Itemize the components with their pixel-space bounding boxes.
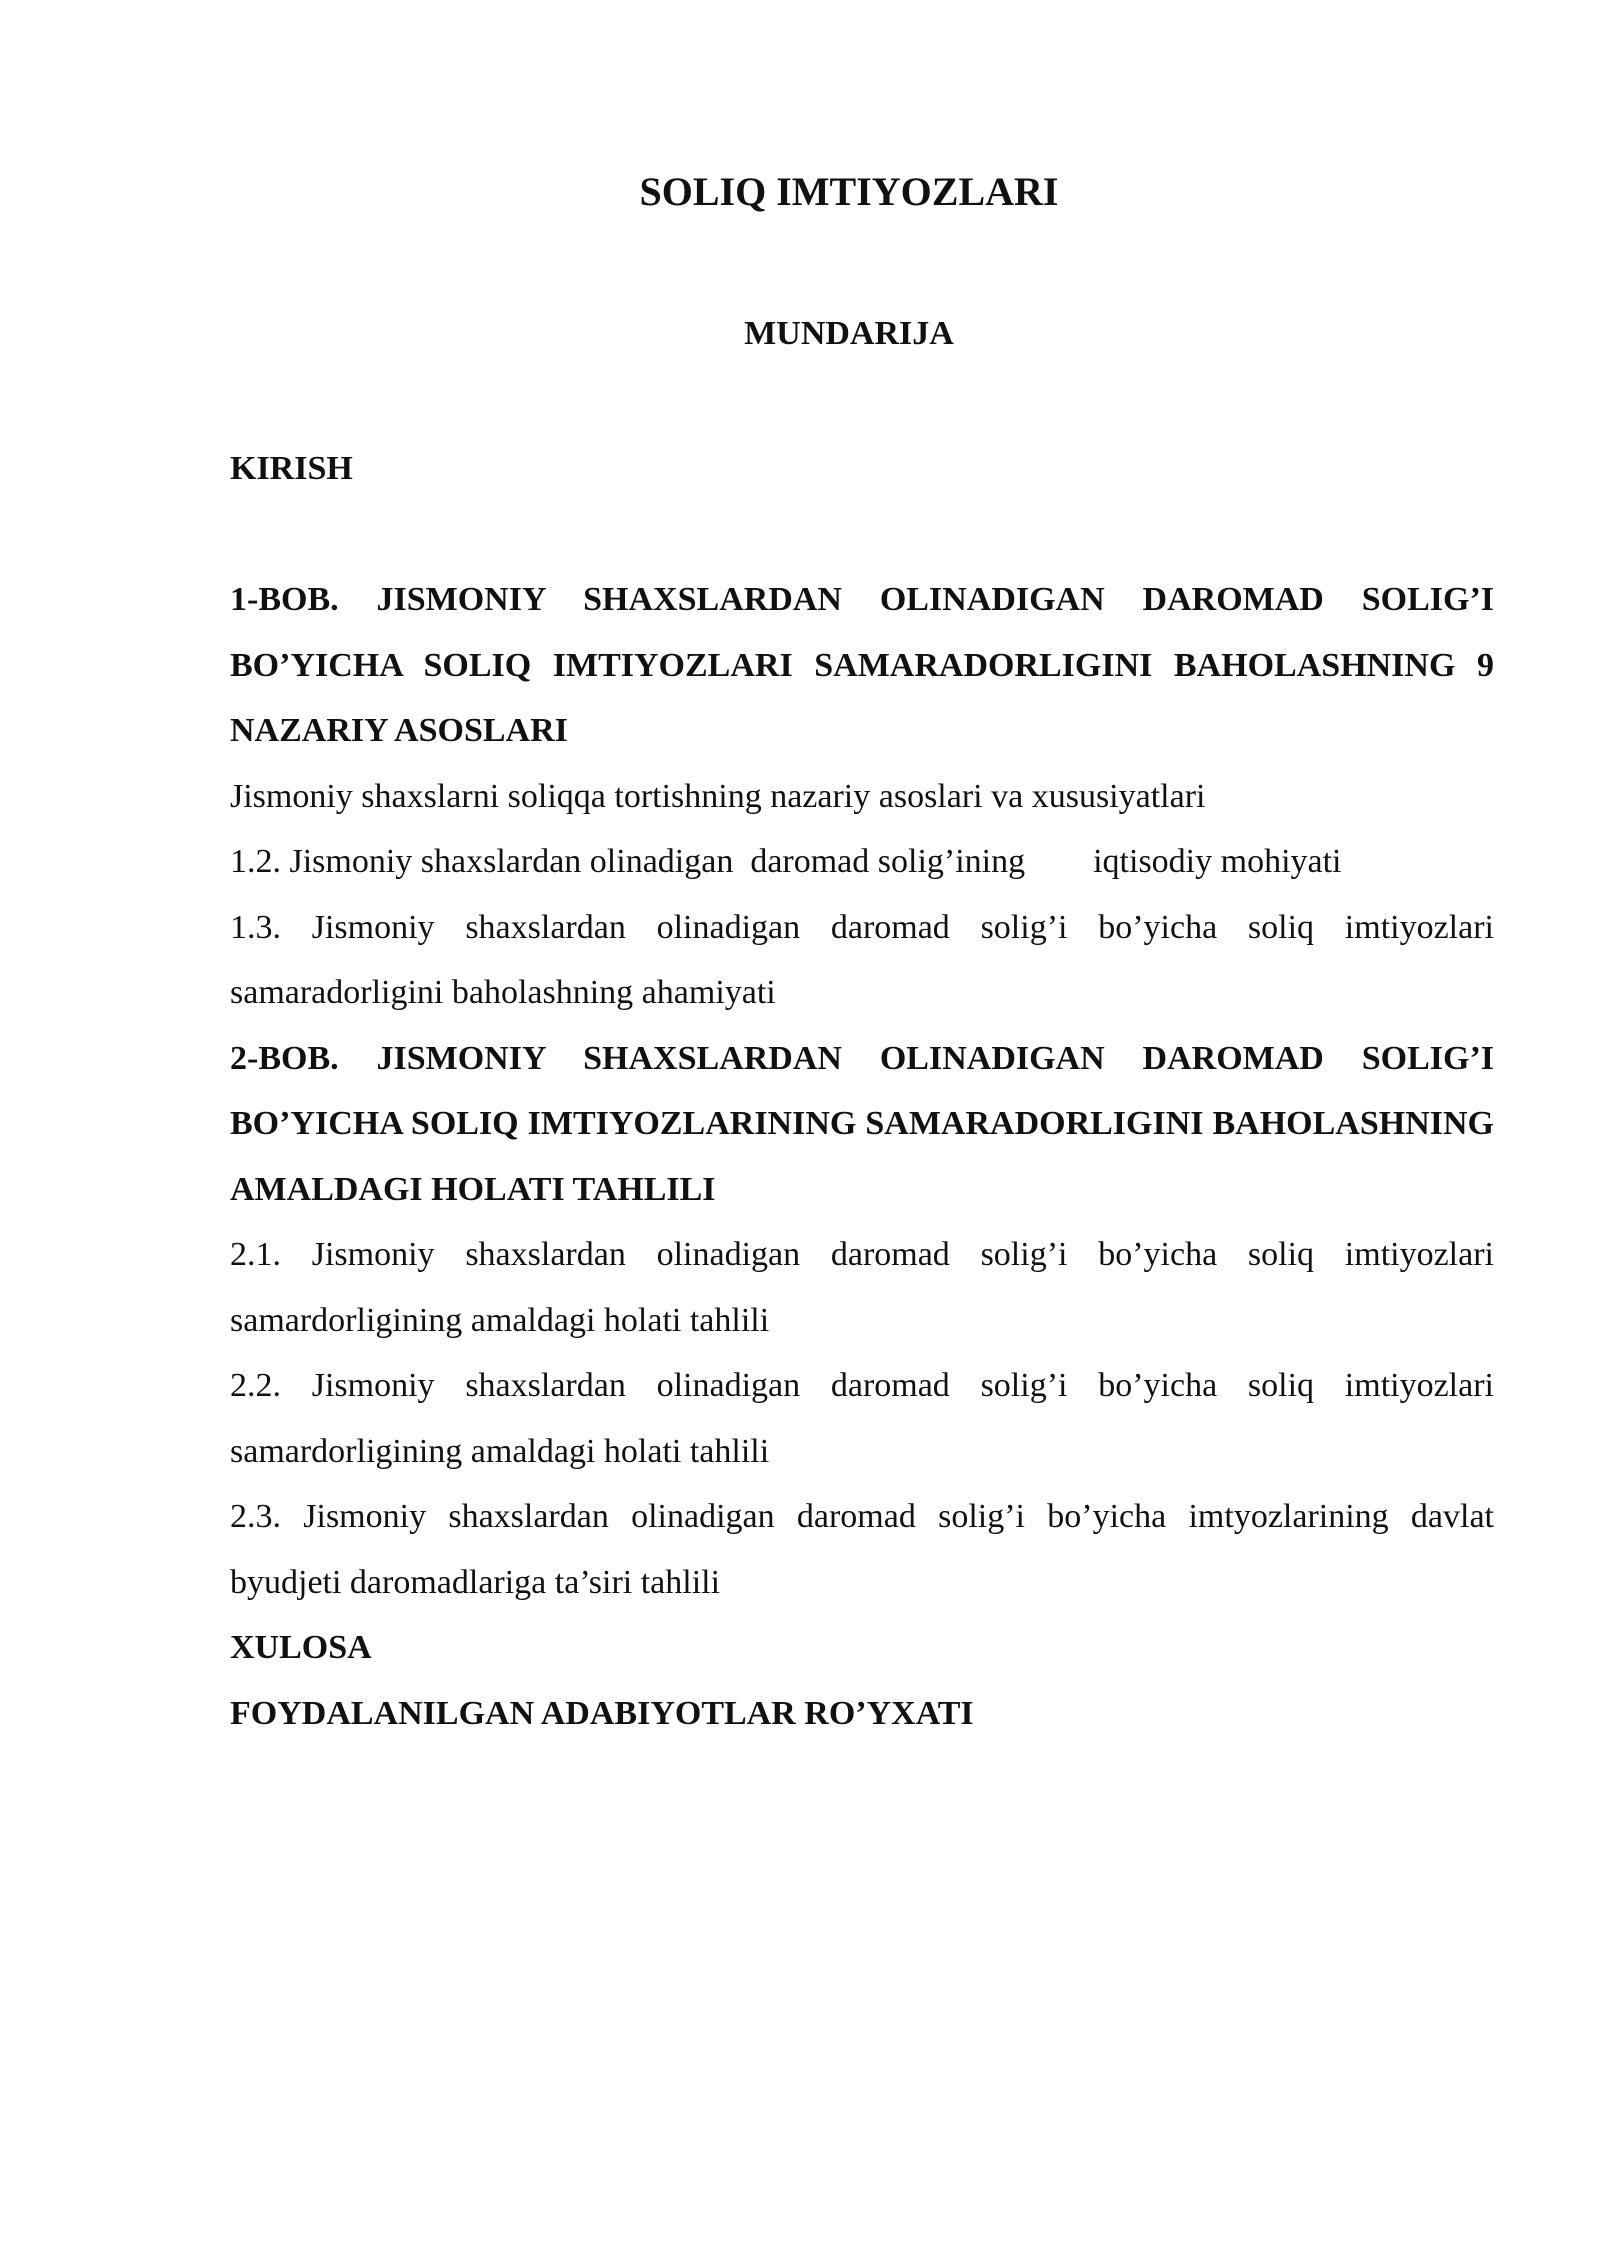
toc-entry-chapter-2: 2-BOB. JISMONIY SHAXSLARDAN OLINADIGAN DAROMAD SOLIG’I BO’YICHA SOLIQ IMTIYOZLARINING SAMARADORLIGINI BAHOLASHNING AMALDAGI HOLATI TAHLILI [230,1039,1494,1208]
toc-entry-section-1-2: 1.2. Jismoniy shaxslardan olinadigan daromad solig’ining iqtisodiy mohiyati [230,843,1342,880]
toc-entry-references: FOYDALANILGAN ADABIYOTLAR RO’YXATI [230,1694,974,1732]
toc-entry-chapter-1: 1-BOB. JISMONIY SHAXSLARDAN OLINADIGAN DAROMAD SOLIG’I BO’YICHA SOLIQ IMTIYOZLARI SAMARADORLIGINI BAHOLASHNING 9 NAZARIY ASOSLARI [230,581,1494,749]
document-title: SOLIQ IMTIYOZLARI [639,169,1059,214]
contents-heading: MUNDARIJA [744,315,954,352]
toc-entry-section-2-1: 2.1. Jismoniy shaxslardan olinadigan daromad solig’i bo’yicha soliq imtiyozlari samardorligining amaldagi holati tahlili [230,1236,1494,1339]
toc-entry-conclusion: XULOSA [230,1629,372,1666]
toc-entry-section-2-3: 2.3. Jismoniy shaxslardan olinadigan daromad solig’i bo’yicha imtyozlarining davlat byudjeti daromadlariga ta’siri tahlili [230,1498,1494,1601]
toc-entry-introduction: KIRISH [230,450,353,487]
toc-entry-section-1-3: 1.3. Jismoniy shaxslardan olinadigan daromad solig’i bo’yicha soliq imtiyozlari samaradorligini baholashning ahamiyati [230,908,1494,1011]
toc-entry-section-2-2: 2.2. Jismoniy shaxslardan olinadigan daromad solig’i bo’yicha soliq imtiyozlari samardorligining amaldagi holati tahlili [230,1367,1494,1470]
table-of-contents [230,436,1494,1746]
toc-entry-section-1-1: Jismoniy shaxslarni soliqqa tortishning nazariy asoslari va xususiyatlari [230,777,1206,815]
